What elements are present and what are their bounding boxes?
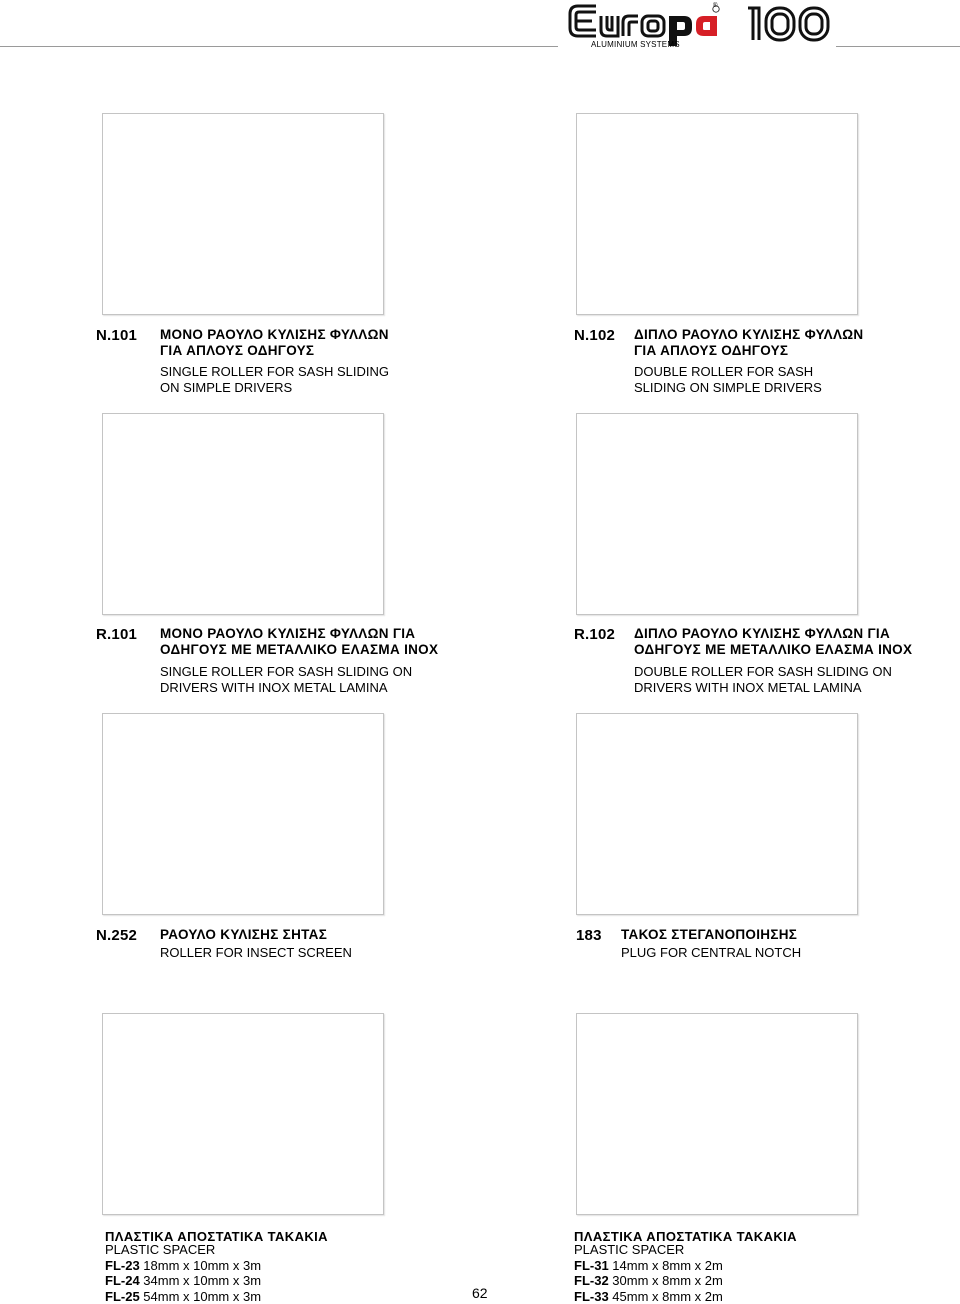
item-greek-line: ΜΟΝΟ ΡΑΟΥΛΟ ΚΥΛΙΣΗΣ ΦΥΛΛΩΝ ΓΙΑ <box>160 626 416 641</box>
spacer-subtitle: PLASTIC SPACER <box>105 1242 216 1257</box>
spacer-size: 18mm x 10mm x 3m <box>143 1258 262 1273</box>
item-english-line: DRIVERS WITH INOX METAL LAMINA <box>160 680 388 695</box>
spacer-row <box>574 1273 723 1288</box>
item-english-line: ROLLER FOR INSECT SCREEN <box>160 945 352 960</box>
item-code: R.101 <box>96 626 138 643</box>
product-image-r101 <box>102 413 384 615</box>
header-rule-right <box>836 46 960 47</box>
spacer-code: FL-32 <box>574 1273 609 1288</box>
spacer-row <box>105 1289 261 1304</box>
spacer-code: FL-33 <box>574 1289 609 1304</box>
spacer-code: FL-31 <box>574 1258 609 1273</box>
item-english-line: SLIDING ON SIMPLE DRIVERS <box>634 380 822 395</box>
spacer-code: FL-23 <box>105 1258 140 1273</box>
item-english-line: DOUBLE ROLLER FOR SASH SLIDING ON <box>634 664 892 679</box>
item-greek-line: ΡΑΟΥΛΟ ΚΥΛΙΣΗΣ ΣΗΤΑΣ <box>160 927 328 942</box>
spacer-title: ΠΛΑΣΤΙΚΑ ΑΠΟΣΤΑΤΙΚΑ ΤΑΚΑΚΙΑ <box>574 1229 797 1244</box>
item-english-line: ON SIMPLE DRIVERS <box>160 380 293 395</box>
product-image-n252 <box>102 713 384 915</box>
spacer-row <box>574 1258 723 1273</box>
item-english-line: PLUG FOR CENTRAL NOTCH <box>621 945 802 960</box>
item-code: 183 <box>576 927 602 944</box>
item-greek-line: ΟΔΗΓΟΥΣ ΜΕ ΜΕΤΑΛΛΙΚΟ ΕΛΑΣΜΑ INOX <box>634 642 913 657</box>
item-code: R.102 <box>574 626 616 643</box>
spacer-code: FL-25 <box>105 1289 140 1304</box>
spacer-size: 45mm x 8mm x 2m <box>612 1289 723 1304</box>
product-image-fl23-25 <box>102 1013 384 1215</box>
item-code: N.101 <box>96 327 138 344</box>
item-greek-line: ΔΙΠΛΟ ΡΑΟΥΛΟ ΚΥΛΙΣΗΣ ΦΥΛΛΩΝ ΓΙΑ <box>634 626 890 641</box>
item-english-line: SINGLE ROLLER FOR SASH SLIDING <box>160 364 390 379</box>
spacer-size: 54mm x 10mm x 3m <box>143 1289 262 1304</box>
spacer-size: 14mm x 8mm x 2m <box>612 1258 723 1273</box>
logo-registered-mark: ® <box>713 3 718 9</box>
product-image-n102 <box>576 113 858 315</box>
spacer-subtitle: PLASTIC SPACER <box>574 1242 685 1257</box>
spacer-row <box>574 1289 723 1304</box>
spacer-code: FL-24 <box>105 1273 140 1288</box>
product-image-fl31-33 <box>576 1013 858 1215</box>
item-greek-line: ΓΙΑ ΑΠΛΟΥΣ ΟΔΗΓΟΥΣ <box>160 343 315 358</box>
item-greek-line: ΔΙΠΛΟ ΡΑΟΥΛΟ ΚΥΛΙΣΗΣ ΦΥΛΛΩΝ <box>634 327 864 342</box>
item-code: N.252 <box>96 927 138 944</box>
item-greek-line: ΓΙΑ ΑΠΛΟΥΣ ΟΔΗΓΟΥΣ <box>634 343 789 358</box>
header-rule-left <box>0 46 558 47</box>
product-image-r102 <box>576 413 858 615</box>
item-greek-line: ΤΑΚΟΣ ΣΤΕΓΑΝΟΠΟΙΗΣΗΣ <box>621 927 798 942</box>
item-greek-line: ΜΟΝΟ ΡΑΟΥΛΟ ΚΥΛΙΣΗΣ ΦΥΛΛΩΝ <box>160 327 389 342</box>
spacer-row <box>105 1258 261 1273</box>
spacer-row <box>105 1273 261 1288</box>
item-greek-line: ΟΔΗΓΟΥΣ ΜΕ ΜΕΤΑΛΛΙΚΟ ΕΛΑΣΜΑ INOX <box>160 642 439 657</box>
europa-logo <box>566 2 836 50</box>
item-english-line: DOUBLE ROLLER FOR SASH <box>634 364 814 379</box>
spacer-size: 34mm x 10mm x 3m <box>143 1273 262 1288</box>
spacer-title: ΠΛΑΣΤΙΚΑ ΑΠΟΣΤΑΤΙΚΑ ΤΑΚΑΚΙΑ <box>105 1229 328 1244</box>
item-english-line: DRIVERS WITH INOX METAL LAMINA <box>634 680 862 695</box>
product-image-n101 <box>102 113 384 315</box>
page-number: 62 <box>472 1285 488 1301</box>
product-image-183 <box>576 713 858 915</box>
item-code: N.102 <box>574 327 616 344</box>
logo-subtitle: ALUMINIUM SYSTEMS <box>591 40 680 49</box>
spacer-size: 30mm x 8mm x 2m <box>612 1273 723 1288</box>
item-english-line: SINGLE ROLLER FOR SASH SLIDING ON <box>160 664 413 679</box>
